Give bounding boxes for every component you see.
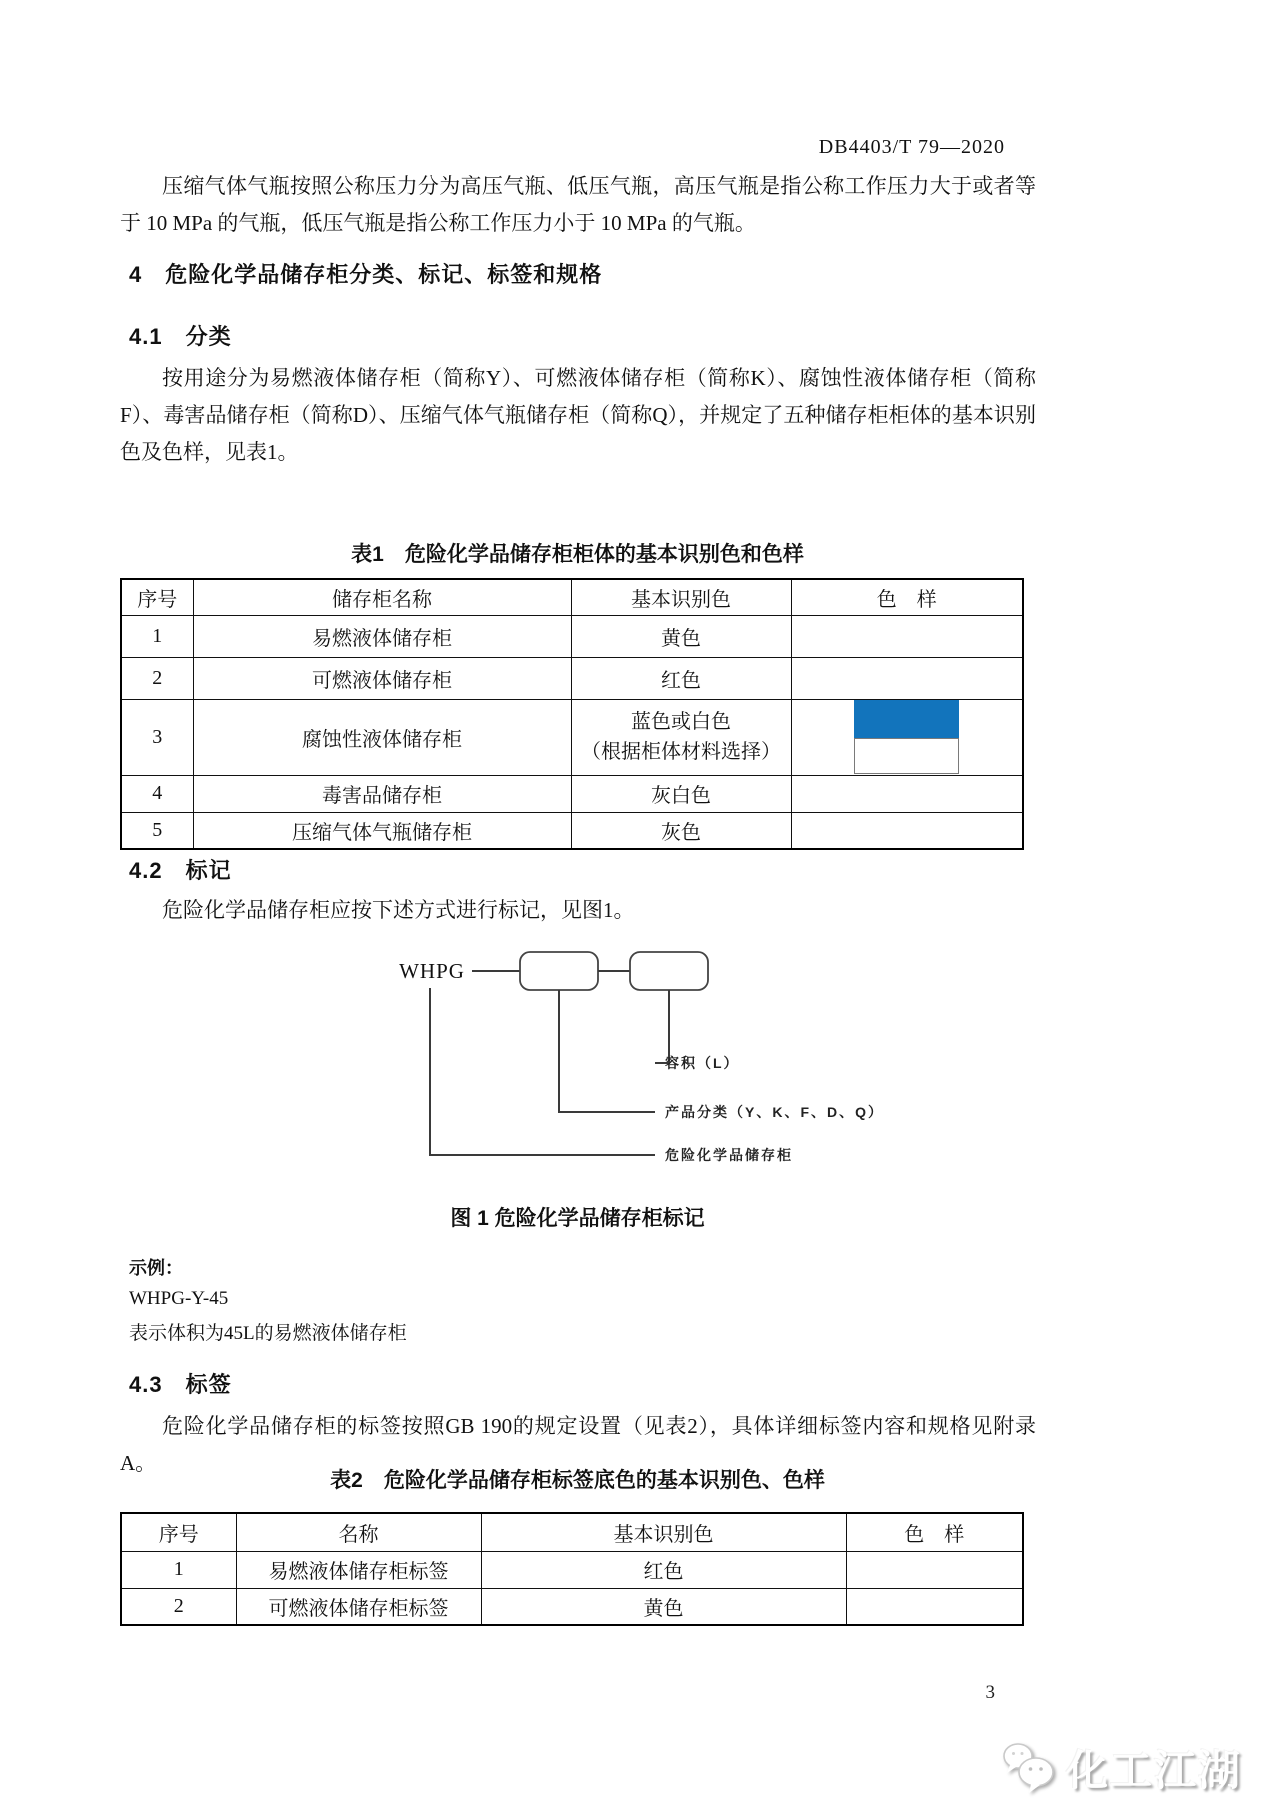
section-4-1-paragraph: 按用途分为易燃液体储存柜（简称Y）、可燃液体储存柜（简称K）、腐蚀性液体储存柜（简称F）、毒害品储存柜（简称D）、压缩气体气瓶储存柜（简称Q），并规定了五种储存柜柜体的基本识别色及色样，见表1。 (120, 366, 1036, 464)
row-swatch-cell (791, 775, 1023, 812)
row-swatch-cell (791, 812, 1023, 849)
row-swatch-cell (791, 699, 1023, 775)
leader-line-volume (655, 990, 669, 1063)
row-name: 易燃液体储存柜标签 (236, 1551, 481, 1588)
table-row (121, 615, 1023, 657)
row-color-name: 灰色 (571, 812, 791, 849)
table1-title: 表1 危险化学品储存柜柜体的基本识别色和色样 (351, 543, 804, 566)
row-color-name: 红色 (571, 657, 791, 699)
row-no: 4 (121, 775, 193, 812)
table-row (121, 812, 1023, 849)
row-no: 1 (121, 615, 193, 657)
row-color-name: 黄色 (571, 615, 791, 657)
section-4-2-heading: 4.2 标记 (129, 858, 232, 883)
section-4-1-heading: 4.1 分类 (129, 324, 232, 349)
row-color-name: 红色 (481, 1551, 846, 1588)
table1-header-no: 序号 (121, 579, 193, 615)
watermark-text: 化工江湖 (1065, 1747, 1242, 1794)
intro-paragraph: 压缩气体气瓶按照公称压力分为高压气瓶、低压气瓶，高压气瓶是指公称工作压力大于或者等于 10 MPa 的气瓶，低压气瓶是指公称工作压力小于 10 MPa 的气瓶。 (120, 174, 1036, 235)
section-4-heading: 4 危险化学品储存柜分类、标记、标签和规格 (129, 262, 603, 287)
color-swatch-blue (854, 700, 959, 738)
row-name: 毒害品储存柜 (193, 775, 571, 812)
row-swatch-cell (846, 1588, 1023, 1625)
example-description: 表示体积为45L的易燃液体储存柜 (129, 1323, 407, 1344)
row-swatch-cell (791, 615, 1023, 657)
row-name: 易燃液体储存柜 (193, 615, 571, 657)
example-code: WHPG-Y-45 (129, 1288, 229, 1309)
classification-box (520, 952, 598, 990)
row-name: 压缩气体气瓶储存柜 (193, 812, 571, 849)
table1-header-name: 储存柜名称 (193, 579, 571, 615)
table-row (121, 657, 1023, 699)
leader-line-category (559, 990, 655, 1112)
table2-header-color: 基本识别色 (481, 1513, 846, 1551)
leader-line-cabinet (430, 988, 655, 1155)
table1-header-row (121, 579, 1023, 615)
section-4-3-paragraph: 危险化学品储存柜的标签按照GB 190的规定设置（见表2），具体详细标签内容和规格见附录A。 (120, 1414, 1036, 1475)
row-no: 3 (121, 699, 193, 775)
table2-header-sample: 色 样 (846, 1513, 1023, 1551)
row-name: 腐蚀性液体储存柜 (193, 699, 571, 775)
row-name: 可燃液体储存柜标签 (236, 1588, 481, 1625)
category-label: 产品分类（Y、K、F、D、Q） (665, 1104, 884, 1120)
row-swatch-cell (791, 657, 1023, 699)
table2-header-row (121, 1513, 1023, 1551)
marking-diagram (120, 938, 1020, 1173)
row-no: 2 (121, 657, 193, 699)
cabinet-label: 危险化学品储存柜 (665, 1147, 793, 1163)
row-name: 可燃液体储存柜 (193, 657, 571, 699)
row-color-name (571, 699, 791, 775)
section-4-3-heading: 4.3 标签 (129, 1372, 232, 1397)
page-number: 3 (985, 1682, 995, 1703)
table1 (120, 578, 1024, 850)
wechat-icon (998, 1739, 1060, 1797)
row-color-name: 黄色 (481, 1588, 846, 1625)
diagram-prefix-label: WHPG (399, 959, 465, 983)
section-4-2-paragraph: 危险化学品储存柜应按下述方式进行标记，见图1。 (162, 898, 635, 922)
volume-label: 容积（L） (665, 1055, 740, 1071)
table-row (121, 775, 1023, 812)
table-row (121, 1588, 1023, 1625)
table-row (121, 1551, 1023, 1588)
table2 (120, 1512, 1024, 1626)
volume-box (630, 952, 708, 990)
row-no: 2 (121, 1588, 236, 1625)
table-row (121, 699, 1023, 775)
table2-header-name: 名称 (236, 1513, 481, 1551)
table1-header-color: 基本识别色 (571, 579, 791, 615)
color-name-line1: 蓝色或白色 (631, 711, 731, 733)
row-no: 1 (121, 1551, 236, 1588)
row-color-name: 灰白色 (571, 775, 791, 812)
table2-header-no: 序号 (121, 1513, 236, 1551)
row-no: 5 (121, 812, 193, 849)
example-label: 示例： (129, 1258, 183, 1278)
color-swatch-white (854, 738, 959, 774)
figure1-caption: 图 1 危险化学品储存柜标记 (450, 1207, 705, 1230)
table1-header-sample: 色 样 (791, 579, 1023, 615)
row-swatch-cell (846, 1551, 1023, 1588)
standard-code: DB4403/T 79—2020 (818, 136, 1005, 158)
color-name-line2: （根据柜体材料选择） (581, 741, 781, 763)
table2-title: 表2 危险化学品储存柜标签底色的基本识别色、色样 (330, 1469, 825, 1492)
watermark (998, 1738, 1242, 1798)
